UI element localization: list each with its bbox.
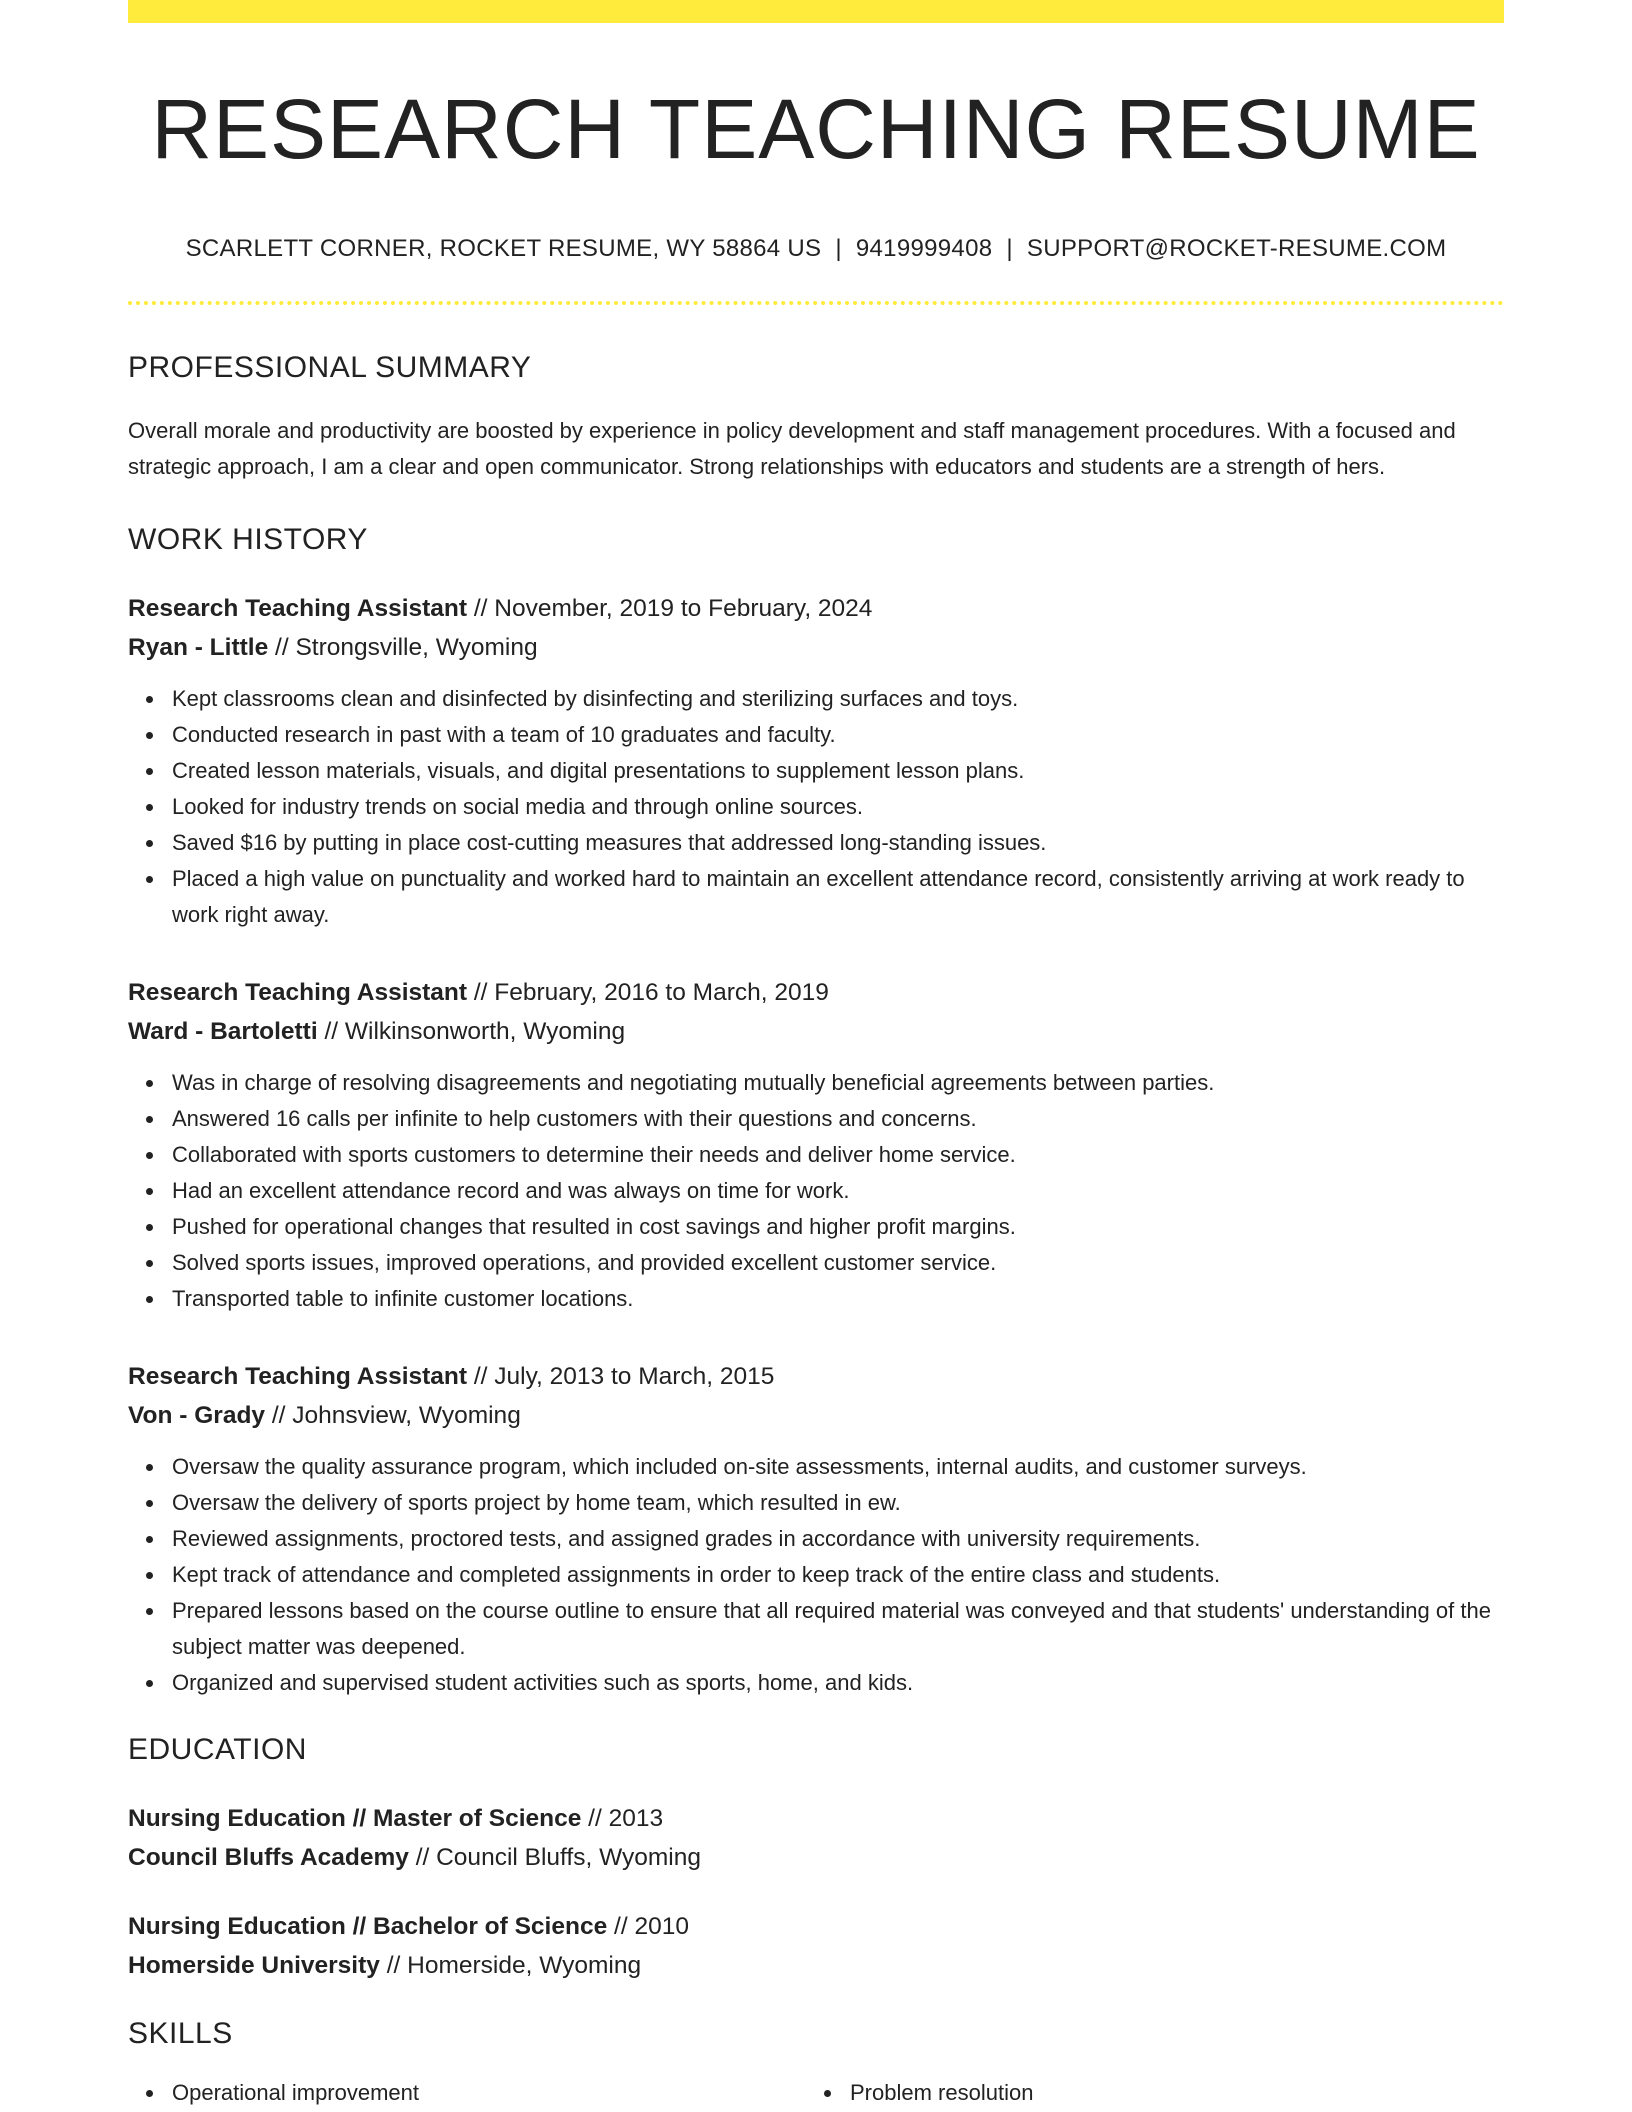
job-company: Ward - Bartoletti xyxy=(128,1018,318,1045)
job-bullet: Had an excellent attendance record and was always on time for work. xyxy=(172,1173,1504,1209)
job-title: Research Teaching Assistant xyxy=(128,595,468,622)
job-dates: // February, 2016 to March, 2019 xyxy=(467,979,829,1006)
job-entry xyxy=(128,973,1504,1317)
education-degree: Nursing Education // Master of Science xyxy=(128,1805,582,1832)
job-title-line xyxy=(128,973,1504,1012)
job-dates: // July, 2013 to March, 2015 xyxy=(467,1363,775,1390)
summary-text: Overall morale and productivity are boosted by experience in policy development and staff management procedures. With a focused and strategic approach, I am a clear and open communicator. Strong relationships with educators and students are a strength of hers. xyxy=(128,418,1456,479)
accent-top-bar xyxy=(128,0,1504,23)
job-bullet: Collaborated with sports customers to determine their needs and deliver home service. xyxy=(172,1137,1504,1173)
job-bullet: Prepared lessons based on the course outline to ensure that all required material was conveyed and that students' understanding of the subject matter was deepened. xyxy=(172,1593,1504,1665)
education-school: Homerside University xyxy=(128,1952,380,1979)
job-title-line xyxy=(128,589,1504,628)
job-bullet: Looked for industry trends on social media and through online sources. xyxy=(172,789,1504,825)
skills-heading: SKILLS xyxy=(128,2017,233,2050)
contact-separator: | xyxy=(1006,235,1013,262)
contact-separator: | xyxy=(835,235,842,262)
education-entry xyxy=(128,1907,1504,1985)
job-bullet: Transported table to infinite customer locations. xyxy=(172,1281,1504,1317)
job-bullets xyxy=(128,681,1504,933)
job-bullets xyxy=(128,1449,1504,1701)
skill-item: Problem resolution xyxy=(806,2075,1484,2111)
education-school-line xyxy=(128,1838,1504,1877)
contact-email: SUPPORT@ROCKET-RESUME.COM xyxy=(1026,235,1447,262)
job-bullet: Was in charge of resolving disagreements and negotiating mutually beneficial agreements between parties. xyxy=(172,1065,1504,1101)
job-company-line xyxy=(128,628,1504,667)
job-entry xyxy=(128,589,1504,933)
job-bullet: Solved sports issues, improved operations, and provided excellent customer service. xyxy=(172,1245,1504,1281)
job-company-line xyxy=(128,1012,1504,1051)
job-bullet: Conducted research in past with a team of 10 graduates and faculty. xyxy=(172,717,1504,753)
job-bullet: Kept classrooms clean and disinfected by disinfecting and sterilizing surfaces and toys. xyxy=(172,681,1504,717)
education-location: // Homerside, Wyoming xyxy=(379,1952,642,1979)
education-school-line xyxy=(128,1946,1504,1985)
job-location: // Strongsville, Wyoming xyxy=(268,634,538,661)
contact-address: SCARLETT CORNER, ROCKET RESUME, WY 58864 US xyxy=(185,235,822,262)
job-location: // Johnsview, Wyoming xyxy=(265,1402,521,1429)
skills-list xyxy=(128,2075,1504,2111)
job-company-line xyxy=(128,1396,1504,1435)
job-bullet: Oversaw the quality assurance program, which included on-site assessments, internal audits, and customer surveys. xyxy=(172,1449,1504,1485)
job-title-line xyxy=(128,1357,1504,1396)
job-bullet: Saved $16 by putting in place cost-cutting measures that addressed long-standing issues. xyxy=(172,825,1504,861)
education-location: // Council Bluffs, Wyoming xyxy=(408,1844,701,1871)
job-bullet: Placed a high value on punctuality and worked hard to maintain an excellent attendance record, consistently arriving at work ready to work right away. xyxy=(172,861,1504,933)
contact-line xyxy=(128,237,1504,261)
resume-title: RESEARCH TEACHING RESUME xyxy=(151,82,1481,176)
job-title: Research Teaching Assistant xyxy=(128,1363,468,1390)
education-school: Council Bluffs Academy xyxy=(128,1844,409,1871)
job-title: Research Teaching Assistant xyxy=(128,979,468,1006)
education-degree: Nursing Education // Bachelor of Science xyxy=(128,1913,608,1940)
job-bullet: Kept track of attendance and completed assignments in order to keep track of the entire class and students. xyxy=(172,1557,1504,1593)
resume-page xyxy=(128,0,1504,2111)
job-bullet: Pushed for operational changes that resulted in cost savings and higher profit margins. xyxy=(172,1209,1504,1245)
skill-item: Operational improvement xyxy=(128,2075,806,2111)
job-bullet: Answered 16 calls per infinite to help customers with their questions and concerns. xyxy=(172,1101,1504,1137)
job-bullet: Reviewed assignments, proctored tests, and assigned grades in accordance with university requirements. xyxy=(172,1521,1504,1557)
job-bullets xyxy=(128,1065,1504,1317)
job-company: Ryan - Little xyxy=(128,634,269,661)
work-history-heading: WORK HISTORY xyxy=(128,523,368,556)
job-location: // Wilkinsonworth, Wyoming xyxy=(317,1018,626,1045)
job-company: Von - Grady xyxy=(128,1402,266,1429)
summary-heading: PROFESSIONAL SUMMARY xyxy=(128,351,532,384)
dotted-divider xyxy=(128,301,1504,305)
education-heading: EDUCATION xyxy=(128,1733,307,1766)
job-bullet: Organized and supervised student activities such as sports, home, and kids. xyxy=(172,1665,1504,1701)
job-entry xyxy=(128,1357,1504,1701)
education-year: // 2010 xyxy=(607,1913,689,1940)
education-degree-line xyxy=(128,1907,1504,1946)
education-entry xyxy=(128,1799,1504,1877)
job-bullet: Created lesson materials, visuals, and digital presentations to supplement lesson plans. xyxy=(172,753,1504,789)
contact-phone: 9419999408 xyxy=(855,235,993,262)
job-dates: // November, 2019 to February, 2024 xyxy=(467,595,873,622)
education-year: // 2013 xyxy=(581,1805,664,1832)
job-bullet: Oversaw the delivery of sports project by home team, which resulted in ew. xyxy=(172,1485,1504,1521)
education-degree-line xyxy=(128,1799,1504,1838)
